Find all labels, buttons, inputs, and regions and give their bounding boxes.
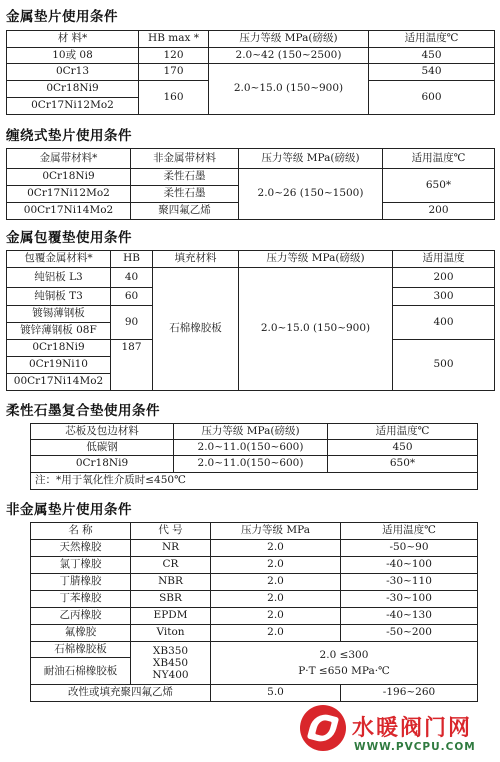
asbestos-code-cell: [131, 642, 211, 685]
nonmetal-strip-cell: 柔性石墨: [131, 186, 239, 203]
temp-cell: 600: [369, 81, 495, 115]
header-hb-max: HB max *: [139, 31, 209, 48]
rubber-code-cell: NBR: [131, 574, 211, 591]
clad-metal-cell: 纯铝板 L3: [7, 268, 111, 288]
header-filler: 填充材料: [153, 251, 239, 268]
metal-strip-cell: 0Cr17Ni12Mo2: [7, 186, 131, 203]
header-temperature: 适用温度: [393, 251, 495, 268]
rubber-name-cell: 氟橡胶: [31, 625, 131, 642]
clad-metal-cell: 0Cr19Ni10: [7, 357, 111, 374]
clad-metal-cell: 0Cr18Ni9: [7, 340, 111, 357]
clad-metal-cell: 纯铜板 T3: [7, 288, 111, 306]
material-cell: 0Cr13: [7, 64, 139, 81]
nonmetal-strip-cell: 柔性石墨: [131, 169, 239, 186]
temp-cell: 650*: [328, 456, 478, 473]
watermark-logo-icon: [300, 705, 346, 751]
asbestos-name-1: 石棉橡胶板: [31, 642, 130, 658]
hb-cell: 120: [139, 48, 209, 64]
header-pressure: 压力等级 MPa(磅级): [174, 424, 328, 440]
asbestos-code-1: XB350: [152, 645, 189, 657]
pressure-cell: 2.0~15.0 (150~900): [209, 64, 369, 115]
pressure-cell: 2.0: [211, 608, 341, 625]
graphite-section-title: 柔性石墨复合垫使用条件: [6, 403, 160, 419]
asbestos-condition-2: P·T ≤650 MPa·℃: [298, 665, 390, 677]
temp-cell: 500: [393, 340, 495, 391]
asbestos-code-3: NY400: [152, 669, 189, 681]
nonmetal-section-title: 非金属垫片使用条件: [6, 502, 132, 518]
header-hb: HB: [111, 251, 153, 268]
rubber-code-cell: CR: [131, 557, 211, 574]
pressure-cell: 2.0: [211, 540, 341, 557]
temp-cell: 540: [369, 64, 495, 81]
watermark-url: WWW.PVCPU.COM: [354, 741, 476, 753]
temp-cell: -196~260: [341, 685, 478, 702]
clad-metal-cell: 镀锌薄钢板 08F: [7, 323, 111, 340]
asbestos-code-2: XB450: [152, 657, 189, 669]
header-temperature: 适用温度℃: [369, 31, 495, 48]
temp-cell: -30~110: [341, 574, 478, 591]
nonmetal-strip-cell: 聚四氟乙烯: [131, 203, 239, 220]
temp-cell: 650*: [383, 169, 495, 203]
pressure-cell: 2.0~11.0(150~600): [174, 456, 328, 473]
temp-cell: -30~100: [341, 591, 478, 608]
rubber-code-cell: EPDM: [131, 608, 211, 625]
hb-cell: 60: [111, 288, 153, 306]
rubber-name-cell: 丁苯橡胶: [31, 591, 131, 608]
header-core-material: 芯板及包边材料: [31, 424, 174, 440]
core-material-cell: 0Cr18Ni9: [31, 456, 174, 473]
temp-cell: -40~100: [341, 557, 478, 574]
header-name: 名 称: [31, 523, 131, 540]
pressure-cell: 2.0: [211, 557, 341, 574]
material-cell: 0Cr17Ni12Mo2: [7, 98, 139, 115]
filler-cell: 石棉橡胶板: [153, 268, 239, 391]
pressure-cell: 2.0~26 (150~1500): [239, 169, 383, 220]
metal-strip-cell: 0Cr18Ni9: [7, 169, 131, 186]
header-pressure: 压力等级 MPa: [211, 523, 341, 540]
ptfe-name-cell: 改性或填充聚四氟乙烯: [31, 685, 211, 702]
rubber-name-cell: 天然橡胶: [31, 540, 131, 557]
temp-cell: 200: [383, 203, 495, 220]
temp-cell: 400: [393, 306, 495, 340]
header-code: 代 号: [131, 523, 211, 540]
asbestos-name-2: 耐油石棉橡胶板: [43, 665, 118, 677]
temp-cell: 450: [369, 48, 495, 64]
header-pressure: 压力等级 MPa(磅级): [239, 149, 383, 169]
pressure-cell: 2.0~11.0(150~600): [174, 440, 328, 456]
nonmetal-gasket-table: [30, 522, 478, 702]
metal-gasket-table: [6, 30, 495, 115]
rubber-code-cell: Viton: [131, 625, 211, 642]
header-temperature: 适用温度℃: [328, 424, 478, 440]
rubber-name-cell: 丁腈橡胶: [31, 574, 131, 591]
asbestos-condition-1: 2.0 ≤300: [319, 649, 369, 661]
spiral-gasket-table: [6, 148, 495, 220]
spiral-section-title: 缠绕式垫片使用条件: [6, 128, 132, 144]
pressure-cell: 5.0: [211, 685, 341, 702]
temp-cell: -40~130: [341, 608, 478, 625]
hb-cell: 90: [111, 306, 153, 340]
hb-cell: 170: [139, 64, 209, 81]
temp-cell: -50~200: [341, 625, 478, 642]
pressure-cell: 2.0: [211, 591, 341, 608]
clad-section-title: 金属包覆垫使用条件: [6, 230, 132, 246]
hb-cell: 187: [111, 340, 153, 391]
header-pressure: 压力等级 MPa(磅级): [209, 31, 369, 48]
temp-cell: 300: [393, 288, 495, 306]
pressure-cell: 2.0: [211, 625, 341, 642]
pressure-cell: 2.0: [211, 574, 341, 591]
pressure-cell: 2.0~42 (150~2500): [209, 48, 369, 64]
core-material-cell: 低碳钢: [31, 440, 174, 456]
metal-strip-cell: 00Cr17Ni14Mo2: [7, 203, 131, 220]
watermark-title: 水暖阀门网: [352, 716, 473, 741]
material-cell: 0Cr18Ni9: [7, 81, 139, 98]
temp-cell: 450: [328, 440, 478, 456]
rubber-code-cell: NR: [131, 540, 211, 557]
header-metal-strip: 金属带材料*: [7, 149, 131, 169]
header-temperature: 适用温度℃: [383, 149, 495, 169]
header-nonmetal-strip: 非金属带材料: [131, 149, 239, 169]
asbestos-name-cell: [31, 642, 131, 685]
rubber-name-cell: 乙丙橡胶: [31, 608, 131, 625]
temp-cell: 200: [393, 268, 495, 288]
rubber-name-cell: 氯丁橡胶: [31, 557, 131, 574]
header-pressure: 压力等级 MPa(磅级): [239, 251, 393, 268]
material-cell: 10或 08: [7, 48, 139, 64]
hb-cell: 160: [139, 81, 209, 115]
clad-gasket-table: [6, 250, 495, 391]
header-temperature: 适用温度℃: [341, 523, 478, 540]
asbestos-condition-cell: [211, 642, 478, 685]
pressure-cell: 2.0~15.0 (150~900): [239, 268, 393, 391]
clad-metal-cell: 00Cr17Ni14Mo2: [7, 374, 111, 391]
header-clad-metal: 包覆金属材料*: [7, 251, 111, 268]
graphite-note: 注：*用于氧化性介质时≤450℃: [31, 473, 478, 490]
graphite-gasket-table: [30, 423, 478, 490]
clad-metal-cell: 镀锡薄钢板: [7, 306, 111, 323]
temp-cell: -50~90: [341, 540, 478, 557]
metal-section-title: 金属垫片使用条件: [6, 9, 118, 25]
rubber-code-cell: SBR: [131, 591, 211, 608]
header-material: 材 料*: [7, 31, 139, 48]
hb-cell: 40: [111, 268, 153, 288]
